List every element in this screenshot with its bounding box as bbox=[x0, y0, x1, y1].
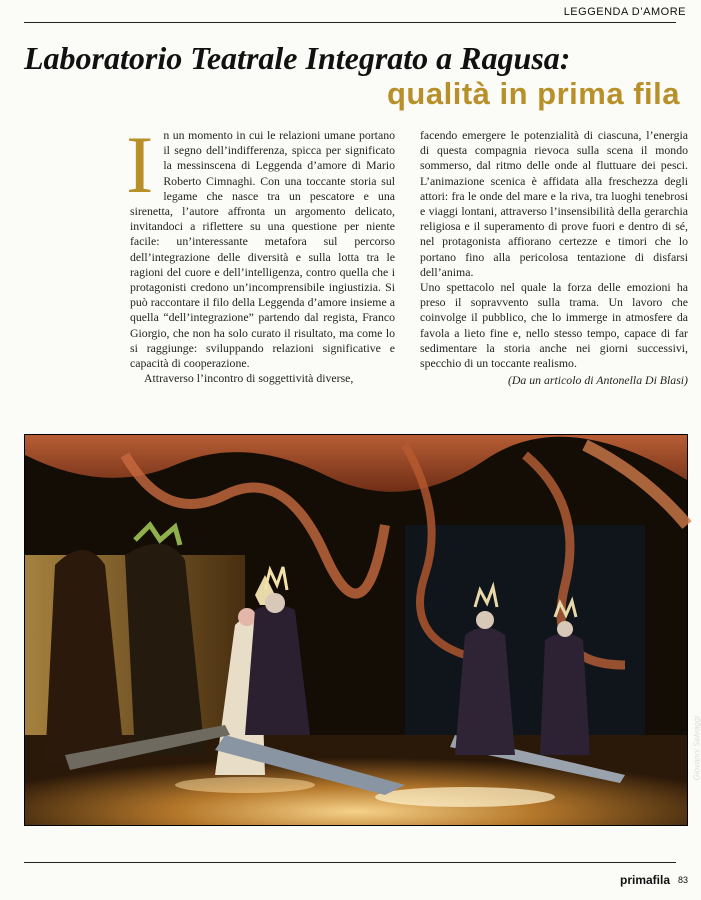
photo-credit: Giovanni Selvaggi bbox=[692, 716, 701, 781]
paragraph: Uno spettacolo nel quale la forza delle emozioni ha preso il sopravvento sulla trama. Un lavoro che coinvolge il pubblico, che lo immerge in atmosfere da favola a lieto fine e, nello stesso tempo, capace di far sedimentare la storia anche nei giorni successivi, specchio di un toccante realismo. bbox=[420, 280, 688, 371]
article-title: Laboratorio Teatrale Integrato a Ragusa: bbox=[24, 40, 571, 76]
magazine-logo: primafila bbox=[619, 873, 670, 887]
page-number: 83 bbox=[677, 875, 688, 885]
paragraph: Attraverso l’incontro di soggettività diverse, bbox=[144, 371, 354, 386]
paragraph: facendo emergere le potenzialità di ciascuna, l’energia di questa compagnia rievoca sulla scena il mondo sommerso, dal ritmo delle onde al fluttuare dei pesci. L’animazione scenica è affidata alla freschezza degli attori: fra le onde del mare e la riva, tra luoghi tenebrosi e viaggi lontani, attraverso l’insensibilità della gerarchia religiosa e il superamento di prove fuori e dentro di sé, nel protagonista affiorano certezze e timori che lo portano fino alla pericolosa tentazione di disfarsi dell’anima. bbox=[420, 128, 688, 279]
article-column-left bbox=[126, 119, 395, 386]
header-rule bbox=[24, 22, 676, 23]
stage-photo bbox=[24, 434, 688, 826]
article-column-right bbox=[420, 128, 688, 388]
footer-rule bbox=[24, 862, 676, 863]
dropcap: I bbox=[126, 119, 154, 210]
article-credit: (Da un articolo di Antonella Di Blasi) bbox=[507, 373, 688, 388]
paragraph: n un momento in cui le relazioni umane portano il segno dell’indifferenza, spicca per significato la messinscena di Leggenda d’amore di Mario Roberto Cimnaghi. Con una toccante storia sul legame che nasce tra un pescatore e una sirenetta, l’autore affronta un argomento delicato, invitandoci a riflettere su una questione per niente facile: un’interessante metafora sul percorso dell’integrazione delle diversità e sulla lotta tra le ragioni del cuore e dell’intelligenza, contro quella che i protagonisti credono un’incomprensibile ingiustizia. Si può raccontare il filo della Leggenda d’amore insieme a quella “dell’integrazione” partendo dal regista, Franco Giorgio, che non ha solo curato il risultato, ma come lo si raggiunge: sviluppando relazioni significative e capacità di cooperazione. bbox=[130, 128, 395, 371]
article-subtitle: qualità in prima fila bbox=[387, 76, 680, 111]
section-label: LEGGENDA D’AMORE bbox=[563, 6, 686, 18]
